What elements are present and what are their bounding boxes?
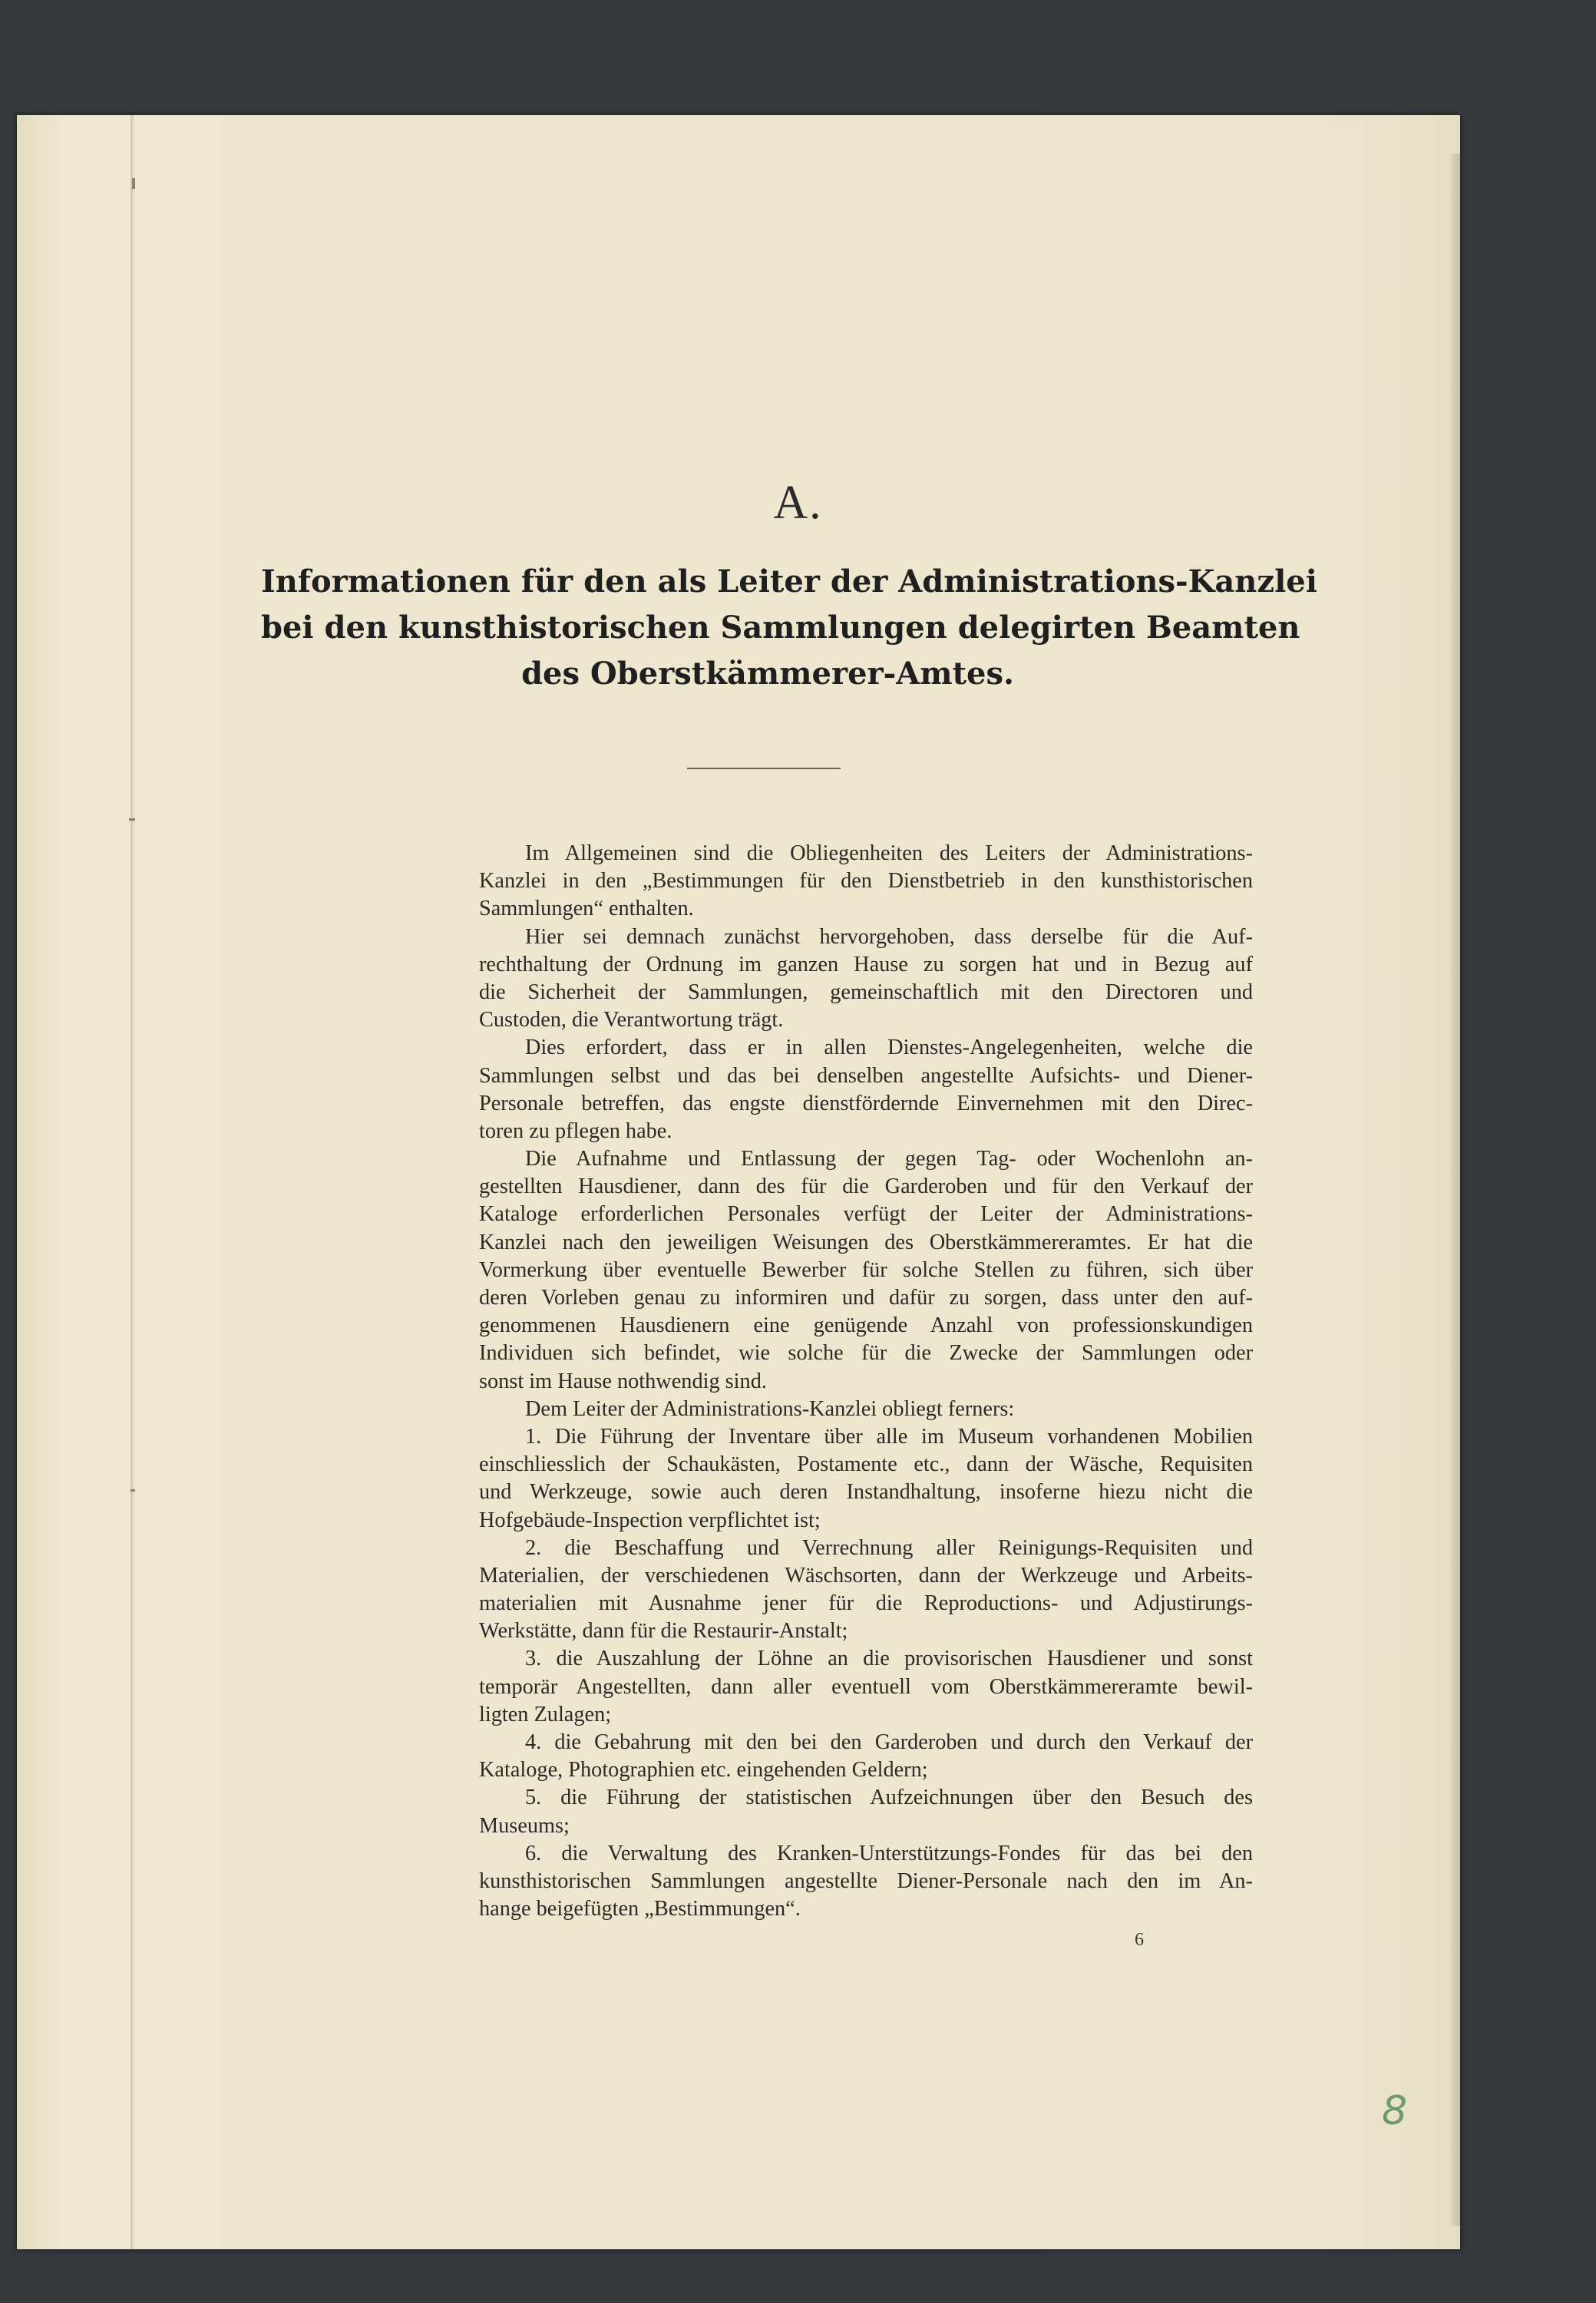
- text-line: Vormerkung über eventuelle Bewerber für solche Stellen zu führen, sich über: [479, 1257, 1253, 1282]
- text-line: Dem Leiter der Administrations-Kanzlei obliegt ferners:: [525, 1396, 1015, 1421]
- section-letter: A.: [773, 477, 823, 529]
- binding-mark: [131, 1489, 135, 1492]
- text-line: Custoden, die Verantwortung trägt.: [479, 1008, 784, 1033]
- text-line: Im Allgemeinen sind die Obliegenheiten des Leiters der Administrations-: [525, 841, 1253, 865]
- text-line: Werkstätte, dann für die Restaurir-Anstalt;: [479, 1619, 848, 1644]
- text-line: Kanzlei nach den jeweiligen Weisungen des Oberstkämmereramtes. Er hat die: [479, 1230, 1253, 1254]
- text-line: Sammlungen“ enthalten.: [479, 897, 694, 921]
- text-line: toren zu pflegen habe.: [479, 1118, 672, 1143]
- text-line: gestellten Hausdiener, dann des für die Garderoben und für den Verkauf der: [479, 1175, 1253, 1199]
- list-item-5: 5. die Führung der statistischen Aufzeichnungen über den Besuch des: [525, 1786, 1253, 1810]
- title-divider: [687, 768, 841, 769]
- list-item-2: 2. die Beschaffung und Verrechnung aller Reinigungs-Requisiten und: [525, 1535, 1253, 1560]
- text-line: kunsthistorischen Sammlungen angestellte Diener-Personale nach den im An-: [479, 1869, 1253, 1893]
- text-line: rechthaltung der Ordnung im ganzen Hause zu sorgen hat und in Bezug auf: [479, 952, 1253, 976]
- text-line: deren Vorleben genau zu informiren und dafür zu sorgen, dass unter den auf-: [479, 1286, 1253, 1310]
- binding-mark: [129, 818, 135, 821]
- document-title: [261, 559, 1317, 697]
- page-edge: [1451, 154, 1460, 2226]
- text-line: Die Aufnahme und Entlassung der gegen Tag- oder Wochenlohn an-: [525, 1147, 1253, 1171]
- text-line: Kataloge erforderlichen Personales verfügt der Leiter der Administrations-: [479, 1202, 1253, 1227]
- text-line: Individuen sich befindet, wie solche für die Zwecke der Sammlungen oder: [479, 1341, 1253, 1366]
- text-line: und Werkzeuge, sowie auch deren Instandhaltung, insoferne hiezu nicht die: [479, 1480, 1253, 1505]
- list-item-6: 6. die Verwaltung des Kranken-Unterstützungs-Fondes für das bei den: [525, 1841, 1253, 1865]
- folio-pencil-mark: 8: [1382, 2088, 1408, 2134]
- list-item-1: 1. Die Führung der Inventare über alle im Museum vorhandenen Mobilien: [525, 1424, 1253, 1449]
- text-line: temporär Angestellten, dann aller eventuell vom Oberstkämmereramte bewil-: [479, 1674, 1253, 1699]
- text-line: ligten Zulagen;: [479, 1702, 612, 1726]
- text-line: Dies erfordert, dass er in allen Dienstes-Angelegenheiten, welche die: [525, 1036, 1253, 1060]
- body-text: [479, 840, 1253, 1923]
- text-line: Sammlungen selbst und das bei denselben angestellte Aufsichts- und Diener-: [479, 1063, 1253, 1088]
- list-item-3: 3. die Auszahlung der Löhne an die provisorischen Hausdiener und sonst: [525, 1647, 1253, 1671]
- page-number: 6: [1135, 1930, 1144, 1950]
- text-line: einschliesslich der Schaukästen, Postamente etc., dann der Wäsche, Requisiten: [479, 1452, 1253, 1477]
- text-line: genommenen Hausdienern eine genügende Anzahl von professionskundigen: [479, 1313, 1253, 1338]
- binding-mark: [132, 178, 135, 189]
- list-item-4: 4. die Gebahrung mit den bei den Garderoben und durch den Verkauf der: [525, 1730, 1253, 1754]
- text-line: sonst im Hause nothwendig sind.: [479, 1369, 767, 1393]
- text-line: Kataloge, Photographien etc. eingehenden Geldern;: [479, 1758, 928, 1783]
- text-line: die Sicherheit der Sammlungen, gemeinschaftlich mit den Directoren und: [479, 980, 1253, 1004]
- title-line: des Oberstkämmerer-Amtes.: [521, 656, 1014, 692]
- text-line: Materialien, der verschiedenen Wäschsorten, dann der Werkzeuge und Arbeits-: [479, 1563, 1253, 1588]
- text-line: Hier sei demnach zunächst hervorgehoben, dass derselbe für die Auf-: [525, 924, 1253, 949]
- text-line: materialien mit Ausnahme jener für die Reproductions- und Adjustirungs-: [479, 1591, 1253, 1616]
- page-fold: [131, 115, 135, 2249]
- title-line: Informationen für den als Leiter der Administrations-Kanzlei: [261, 563, 1317, 600]
- text-line: hange beigefügten „Bestimmungen“.: [479, 1897, 801, 1921]
- title-line: bei den kunsthistorischen Sammlungen delegirten Beamten: [261, 610, 1300, 646]
- text-line: Hofgebäude-Inspection verpflichtet ist;: [479, 1508, 821, 1532]
- text-line: Personale betreffen, das engste dienstfördernde Einvernehmen mit den Direc-: [479, 1091, 1253, 1115]
- text-line: Kanzlei in den „Bestimmungen für den Dienstbetrieb in den kunsthistorischen: [479, 869, 1253, 894]
- text-line: Museums;: [479, 1813, 570, 1838]
